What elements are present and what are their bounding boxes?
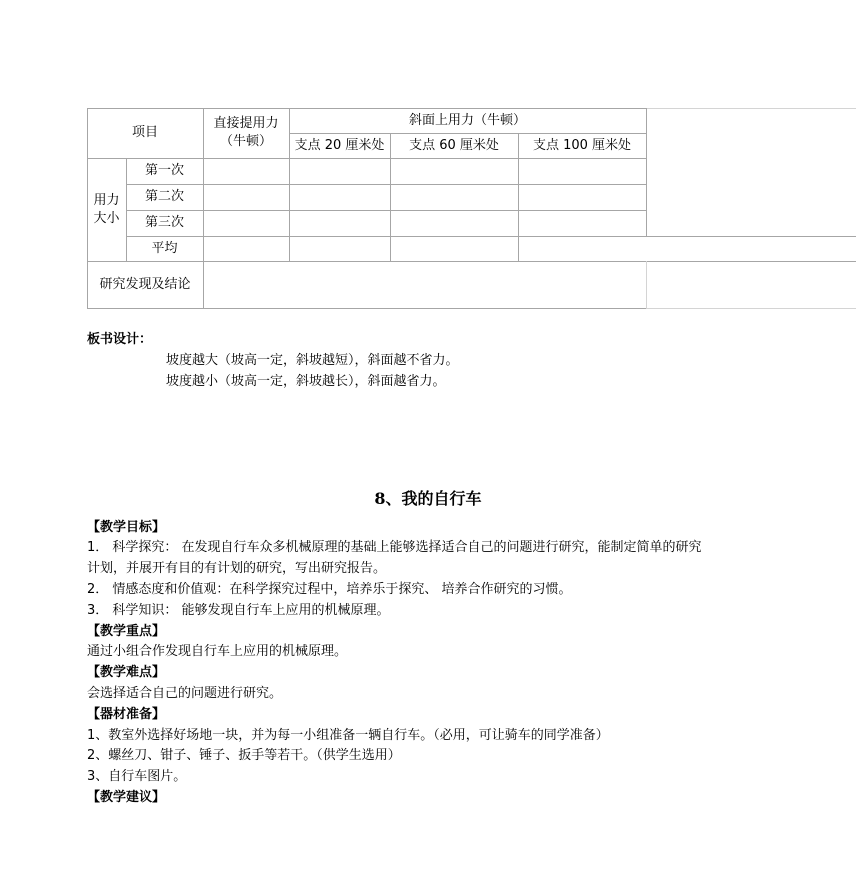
difficulty-text: 会选择适合自己的问题进行研究。: [87, 686, 283, 701]
header-item: 项目: [131, 125, 158, 140]
goal-1-line-1: 1． 科学探究： 在发现自行车众多机械原理的基础上能够选择适合自己的问题进行研究，能制定简单的研究: [87, 540, 702, 555]
header-slope-force: 斜面上用力（牛顿）: [408, 112, 526, 128]
header-direct-force: [203, 108, 289, 158]
lesson-title: 8、我的自行车: [374, 489, 482, 508]
key-points-text: 通过小组合作发现自行车上应用的机械原理。: [87, 644, 348, 659]
goal-1-line-2: 计划，并展开有目的有计划的研究，写出研究报告。: [87, 561, 387, 576]
goal-2: 2． 情感态度和价值观：在科学探究过程中，培养乐于探究、 培养合作研究的习惯。: [87, 582, 572, 597]
material-3: 3、自行车图片。: [87, 769, 187, 784]
board-design-line-2: 坡度越小（坡高一定，斜坡越长），斜面越省力。: [166, 374, 446, 389]
header-direct-force-line2: （牛顿）: [219, 134, 272, 149]
goal-3: 3． 科学知识： 能够发现自行车上应用的机械原理。: [87, 603, 390, 618]
board-design-line-1: 坡度越大（坡高一定，斜坡越短），斜面越不省力。: [166, 353, 459, 368]
board-design-heading: 板书设计：: [87, 332, 153, 347]
material-1: 1、教室外选择好场地一块，并为每一小组准备一辆自行车。（必用，可让骑车的同学准备）: [87, 728, 609, 743]
goals-heading: 【教学目标】: [87, 520, 166, 535]
suggestions-heading: 【教学建议】: [87, 790, 166, 805]
row-label-first: 第一次: [144, 163, 184, 178]
difficulty-heading: 【教学难点】: [87, 665, 166, 680]
row-label-average: 平均: [151, 240, 178, 256]
header-pivot-20: 支点 20 厘米处: [294, 137, 385, 153]
header-pivot-60: 支点 60 厘米处: [409, 137, 499, 153]
conclusion-label: 研究发现及结论: [99, 276, 191, 292]
row-label-second: 第二次: [144, 189, 184, 204]
row-label-third: 第三次: [144, 215, 184, 230]
force-size-label-line2: 大小: [93, 210, 120, 226]
force-size-label-line1: 用力: [93, 192, 120, 208]
force-size-label: [87, 158, 126, 261]
material-2: 2、螺丝刀、钳子、锤子、扳手等若干。（供学生选用）: [87, 748, 401, 763]
header-direct-force-line1: 直接提用力: [213, 116, 279, 131]
header-pivot-100: 支点 100 厘米处: [532, 137, 632, 153]
key-points-heading: 【教学重点】: [87, 624, 166, 639]
materials-heading: 【器材准备】: [87, 707, 166, 722]
